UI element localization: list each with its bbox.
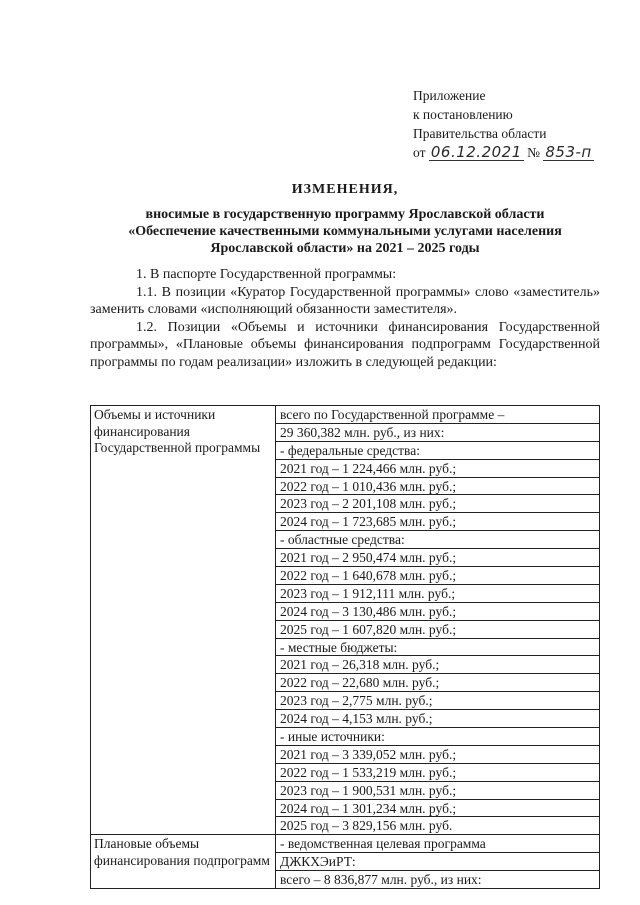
value-line: 2023 год – 1 900,531 млн. руб.;	[276, 782, 599, 800]
value-line: - иные источники:	[276, 728, 599, 746]
value-line: - ведомственная целевая программа	[276, 835, 599, 853]
value-line: 2022 год – 22,680 млн. руб.;	[276, 674, 599, 692]
row-label-cell: Плановые объемы финансирования подпрограмм	[91, 835, 276, 889]
handwritten-date: 06.12.2021	[430, 143, 522, 161]
value-line: - местные бюджеты:	[276, 639, 599, 657]
value-line: всего по Государственной программе –	[276, 406, 599, 424]
table-row	[91, 406, 600, 835]
value-line: 2024 год – 4,153 млн. руб.;	[276, 710, 599, 728]
value-line: 2021 год – 26,318 млн. руб.;	[276, 656, 599, 674]
paragraph-1-2: 1.2. Позиции «Объемы и источники финансирования Государственной программы», «Плановые объемы финансирования подпрограмм Государственной программы по годам реализации» изложить в следующей редакции:	[90, 319, 600, 370]
value-line: 2024 год – 3 130,486 млн. руб.;	[276, 603, 599, 621]
value-line: 2023 год – 1 912,111 млн. руб.;	[276, 585, 599, 603]
value-line: 2022 год – 1 533,219 млн. руб.;	[276, 764, 599, 782]
paragraph-1-1: 1.1. В позиции «Куратор Государственной программы» слово «заместитель» заменить словами «исполняющий обязанности заместителя».	[90, 284, 600, 317]
value-line: 2021 год – 3 339,052 млн. руб.;	[276, 746, 599, 764]
value-line: 2024 год – 1 723,685 млн. руб.;	[276, 513, 599, 531]
row-value-cell	[276, 406, 600, 835]
appendix-line-2: к постановлению	[413, 107, 513, 122]
appendix-line-3: Правительства области	[413, 126, 547, 141]
row-label-cell: Объемы и источники финансирования Государственной программы	[91, 406, 276, 835]
paragraph-1: 1. В паспорте Государственной программы:	[136, 267, 397, 282]
value-line: 2023 год – 2 201,108 млн. руб.;	[276, 495, 599, 513]
document-body	[90, 266, 600, 371]
value-line: 2023 год – 2,775 млн. руб.;	[276, 692, 599, 710]
value-line: 2024 год – 1 301,234 млн. руб.;	[276, 800, 599, 818]
value-line: - областные средства:	[276, 531, 599, 549]
title-heading: ИЗМЕНЕНИЯ,	[291, 182, 399, 197]
appendix-date-line	[413, 143, 613, 162]
table-row	[91, 835, 600, 889]
appendix-block	[413, 86, 613, 162]
value-line: 2021 год – 1 224,466 млн. руб.;	[276, 460, 599, 478]
document-title	[90, 181, 600, 257]
appendix-line-1: Приложение	[413, 88, 486, 103]
value-line: 2021 год – 2 950,474 млн. руб.;	[276, 549, 599, 567]
from-label: от	[413, 145, 426, 160]
passport-table	[90, 405, 600, 889]
title-line-3: Ярославской области» на 2021 – 2025 годы	[210, 241, 480, 256]
row-value-cell	[276, 835, 600, 889]
value-line: 29 360,382 млн. руб., из них:	[276, 424, 599, 442]
value-line: ДЖКХЭиРТ:	[276, 853, 599, 871]
handwritten-number: 853-п	[545, 143, 592, 161]
value-line: 2022 год – 1 640,678 млн. руб.;	[276, 567, 599, 585]
title-line-1: вносимые в государственную программу Ярославской области	[145, 207, 545, 222]
value-line: - федеральные средства:	[276, 442, 599, 460]
number-label: №	[527, 145, 541, 160]
value-line: 2025 год – 1 607,820 млн. руб.;	[276, 621, 599, 639]
value-line: 2025 год – 3 829,156 млн. руб.	[280, 818, 453, 834]
value-line: всего – 8 836,877 млн. руб., из них:	[280, 872, 482, 888]
title-line-2: «Обеспечение качественными коммунальными услугами населения	[128, 224, 562, 239]
value-line: 2022 год – 1 010,436 млн. руб.;	[276, 478, 599, 496]
